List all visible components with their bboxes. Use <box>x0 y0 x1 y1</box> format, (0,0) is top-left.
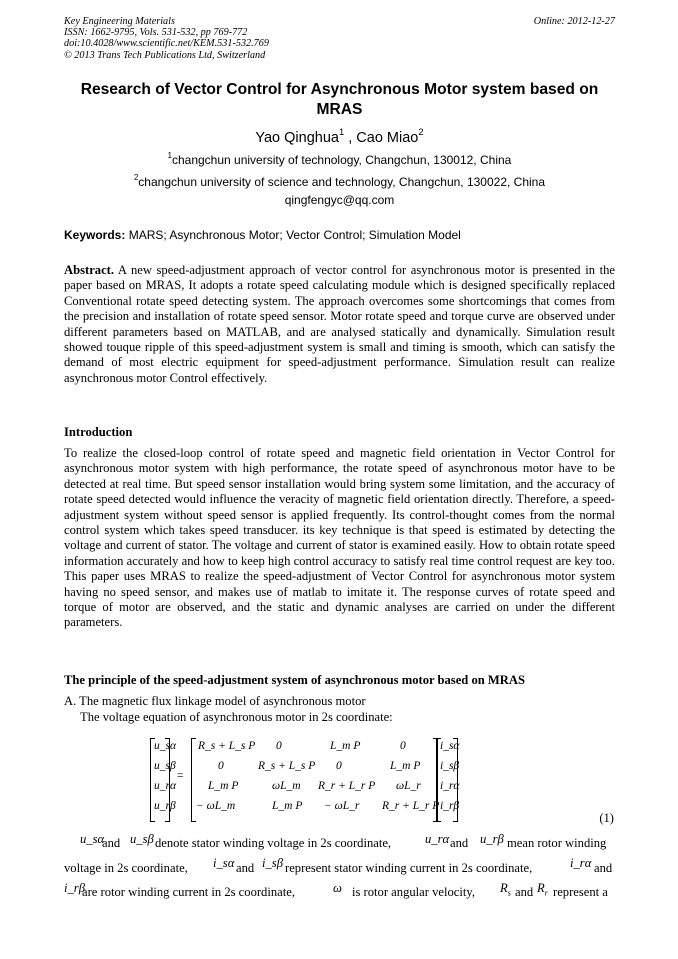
issn-line: ISSN: 1662-9795, Vols. 531-532, pp 769-772 <box>64 27 248 39</box>
sym-ura-1: u_rα <box>425 832 450 846</box>
author-separator: , <box>344 129 357 146</box>
sym-omega-3: ω <box>333 881 342 895</box>
lhs-usa: u_sα <box>154 740 177 752</box>
sym-urb-1: u_rβ <box>480 832 504 846</box>
subsection-a: A. The magnetic flux linkage model of asynchronous motor <box>64 694 366 708</box>
m42: L_m P <box>272 800 303 812</box>
affiliation-1-sup: 1 <box>167 151 172 161</box>
m34: ωL_r <box>396 780 421 792</box>
m12: 0 <box>276 740 282 752</box>
m43: − ωL_r <box>324 800 360 812</box>
sym-rr-3: $R_r$ <box>537 881 548 898</box>
sym-usb-1: u_sβ <box>130 832 154 846</box>
expl-l2-and2: and <box>594 861 613 875</box>
rhs-isb: i_sβ <box>440 760 460 772</box>
rhs-isa: i_sα <box>440 740 460 752</box>
author-2: Cao Miao <box>356 129 419 146</box>
author-email[interactable]: qingfengyc@qq.com <box>284 193 395 207</box>
m14: 0 <box>400 740 406 752</box>
expl-l3-text3: represent a <box>553 885 608 899</box>
m13: L_m P <box>330 740 361 752</box>
author-list <box>64 124 615 147</box>
abstract-text: A new speed-adjustment approach of vector control for asynchronous motor is presented in the paper based on MRAS, It adopts a rotate speed calculating module which is designed specifically replaced Conventional rotate speed detecting system. The approach overcomes some shortcomings that comes from the precision and installation of rotate speed sensor. Motor rotate speed and torque curve are observed under different parameters based on MATLAB, and are analysed statically and dynamically. Simulation result showed touque ripple of this speed-adjustment system is small and timing is smooth, which can satisfy the demand of most electric equipment for speed-adjustment performance. Simulation result can realize asynchronous motor Control effectively. <box>64 263 615 385</box>
keywords <box>64 228 624 243</box>
affiliation-2-text: changchun university of science and technology, Changchun, 130022, China <box>138 175 546 189</box>
affiliation-1 <box>64 149 615 168</box>
sym-irb-3: i_rβ <box>64 881 85 895</box>
journal-name: Key Engineering Materials <box>64 16 175 27</box>
sym-isb-2: i_sβ <box>262 856 283 870</box>
m31: L_m P <box>208 780 239 792</box>
equation-number: (1) <box>599 811 614 825</box>
expl-l2-text1: voltage in 2s coordinate, <box>64 861 188 875</box>
paper-title: Research of Vector Control for Asynchronous Motor system based on MRAS <box>80 81 599 118</box>
voltage-matrix-equation <box>150 738 460 822</box>
sym-usa-1: u_sα <box>80 832 105 846</box>
voltage-equation-intro: The voltage equation of asynchronous motor in 2s coordinate: <box>80 710 393 724</box>
introduction-text: To realize the closed-loop control of rotate speed and magnetic field orientation in Vector Control for asynchronous motor system with high performance, the rotate speed of asynchronous motor have to be detected at real time. But speed sensor installation would bring system some limitation, and the accuracy of rotate speed detected would influence the veracity of magnetic field orientation directly. Therefore, a speed-adjustment system without speed sensor is applied frequently. Its control-thought comes from the normal control system which takes speed transducer. its key technique is that speed is estimated by detecting the voltage and current of stator. The voltage and current of stator is examined easily. How to obtain rotate speed information accurately and how to keep high control accuracy to satisfy real time control request are key too. This paper uses MRAS to realize the speed-adjustment of Vector Control for asynchronous motor system having no speed sensor, and makes use of matlab to imitate it. The response curves of rotate speed and torque of motor are observed, and the static and dynamic analyses are carried on under the different parameters. <box>64 446 615 630</box>
author-1-sup: 1 <box>338 126 345 138</box>
copyright-line: © 2013 Trans Tech Publications Ltd, Switzerland <box>64 49 266 61</box>
expl-l1-and1: and <box>102 836 121 850</box>
rhs-irb: i_rβ <box>440 800 460 812</box>
principle-heading: The principle of the speed-adjustment system of asynchronous motor based on MRAS <box>64 673 525 687</box>
lhs-usb: u_sβ <box>154 760 176 772</box>
author-1: Yao Qinghua <box>255 129 339 146</box>
m32: ωL_m <box>272 780 301 792</box>
equals-sign: = <box>177 770 184 782</box>
m11: R_s + L_s P <box>198 740 256 752</box>
lhs-ura: u_rα <box>154 780 177 792</box>
sym-rs-3: $R_s$ <box>500 881 511 898</box>
expl-l2-and1: and <box>236 861 255 875</box>
abstract-label: Abstract. <box>64 263 115 277</box>
affiliation-1-text: changchun university of technology, Changchun, 130012, China <box>171 153 512 167</box>
expl-l1-text1: denote stator winding voltage in 2s coordinate, <box>155 836 392 850</box>
keywords-label: Keywords: <box>64 228 126 242</box>
expl-l2-text2: represent stator winding current in 2s coordinate, <box>285 861 533 875</box>
journal-header <box>64 16 269 61</box>
m22: R_s + L_s P <box>258 760 316 772</box>
sym-isa-2: i_sα <box>213 856 235 870</box>
abstract <box>64 263 615 386</box>
m21: 0 <box>218 760 224 772</box>
expl-l3-text2: is rotor angular velocity, <box>352 885 475 899</box>
expl-l1-and2: and <box>450 836 469 850</box>
expl-l3-text1: are rotor winding current in 2s coordinate, <box>82 885 295 899</box>
online-date: Online: 2012-12-27 <box>533 16 615 27</box>
m23: 0 <box>336 760 342 772</box>
keywords-text: MARS; Asynchronous Motor; Vector Control; Simulation Model <box>125 228 461 242</box>
sym-ira-2: i_rα <box>570 856 592 870</box>
introduction-heading: Introduction <box>64 425 133 439</box>
doi-line: doi:10.4028/www.scientific.net/KEM.531-532.769 <box>64 38 269 50</box>
m33: R_r + L_r P <box>318 780 376 792</box>
author-2-sup: 2 <box>418 126 424 138</box>
affiliation-2-sup: 2 <box>133 173 139 183</box>
affiliation-2 <box>64 171 615 190</box>
lhs-urb: u_rβ <box>154 800 176 812</box>
expl-l1-text2: mean rotor winding <box>507 836 607 850</box>
m41: − ωL_m <box>196 800 236 812</box>
m24: L_m P <box>390 760 421 772</box>
m44: R_r + L_r P <box>382 800 440 812</box>
rhs-ira: i_rα <box>440 780 460 792</box>
expl-l3-and: and <box>515 885 534 899</box>
